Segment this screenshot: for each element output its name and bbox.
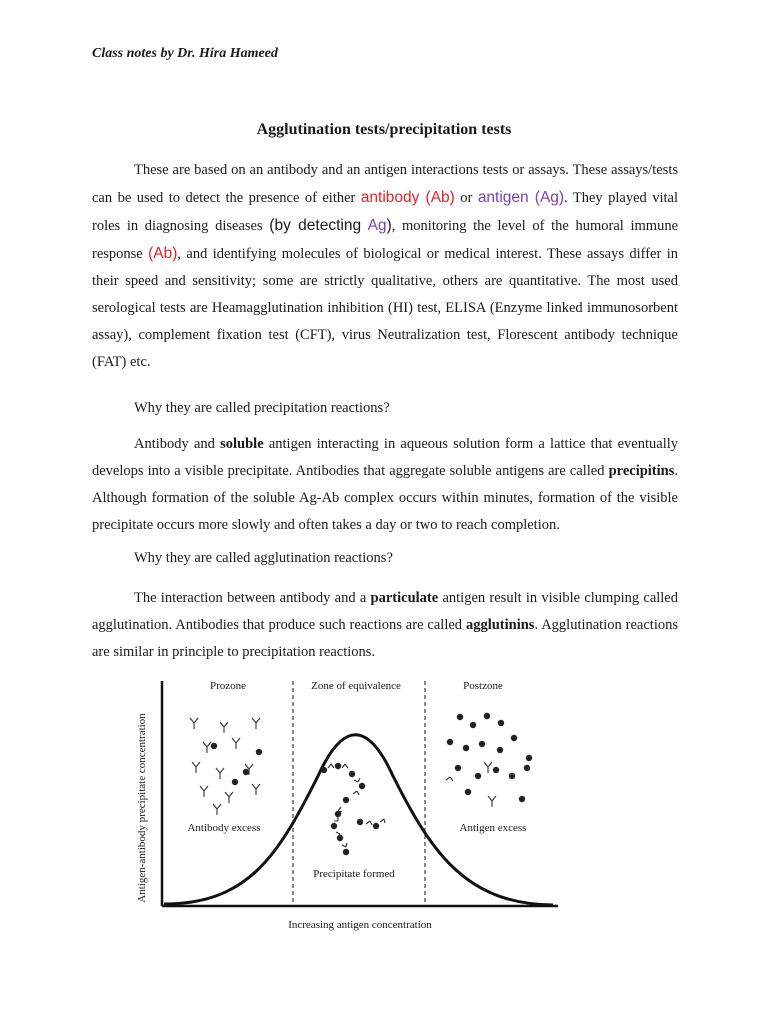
- paragraph-precipitation: [92, 431, 678, 539]
- question-agglutination: [92, 545, 678, 572]
- text: The interaction between antibody and a: [134, 590, 371, 606]
- prozone-antigens: [211, 743, 262, 785]
- bold-particulate: particulate: [370, 590, 439, 606]
- bold-agglutinins: agglutinins: [465, 617, 535, 633]
- text: . Agglutination reactions are similar in principle to precipitation reactions.: [92, 617, 678, 660]
- highlight-antigen: antigen (Ag): [477, 189, 565, 206]
- highlight-ag: Ag: [367, 217, 387, 234]
- label-antigen-excess: Antigen excess: [459, 822, 527, 834]
- text: Antibody and: [134, 436, 221, 452]
- postzone-antigens: [447, 713, 532, 802]
- highlight-antibody: antibody (Ab): [360, 189, 455, 206]
- bold-soluble: soluble: [220, 436, 264, 452]
- text: , monitoring the level of the humoral immune response: [92, 218, 679, 262]
- text: antigen result in visible clumping called agglutination. Antibodies that produce such reactions are called: [92, 590, 678, 633]
- document-header: Class notes by Dr. Hira Hameed: [92, 46, 278, 61]
- prozone-particles: [190, 718, 260, 815]
- text: , and identifying molecules of biological or medical interest. These assays differ in their speed and sensitivity; some are strictly qualitative, others are quantitative. The most used serological tests are Heamagglutination inhibition (HI) test, ELISA (Enzyme linked immunosorbent assay), complement fixation test (CFT), virus Neutralization test, Florescent antibody technique (FAT) etc.: [92, 246, 678, 370]
- y-axis-label: Antigen-antibody precipitate concentration: [136, 713, 148, 903]
- label-precipitate-formed: Precipitate formed: [313, 868, 395, 880]
- close-paren: ): [386, 217, 392, 234]
- precipitation-curve-figure: [128, 676, 568, 936]
- precipitate-lattice: [321, 763, 385, 855]
- label-prozone: Prozone: [209, 680, 247, 692]
- question-text: Why they are called precipitation reactions?: [134, 400, 390, 416]
- text: These are based on an antibody and an antigen interactions tests or assays. These assays/tests can be used to detect the presence of either: [92, 162, 678, 206]
- postzone-antibodies: [446, 762, 496, 807]
- precipitation-curve-svg: [128, 676, 568, 936]
- paragraph-intro: [92, 157, 678, 376]
- text: antigen interacting in aqueous solution form a lattice that eventually develops into a visible precipitate. Antibodies that aggregate soluble antigens are called: [92, 436, 678, 479]
- paragraph-agglutination: [92, 585, 678, 666]
- question-precipitation: [92, 395, 678, 422]
- by-detecting-text: (by detecting: [269, 217, 368, 234]
- text: . They played vital roles in diagnosing diseases: [92, 190, 678, 234]
- bold-precipitins: precipitins: [608, 463, 675, 479]
- label-zone-equivalence: Zone of equivalence: [311, 680, 401, 692]
- label-postzone: Postzone: [463, 680, 503, 692]
- document-title: Agglutination tests/precipitation tests: [256, 121, 512, 138]
- text: or: [454, 190, 478, 206]
- highlight-ab: (Ab): [148, 245, 178, 262]
- label-antibody-excess: Antibody excess: [187, 822, 261, 834]
- text: . Although formation of the soluble Ag-Ab complex occurs within minutes, formation of the visible precipitate occurs more slowly and often takes a day or two to reach completion.: [92, 463, 678, 533]
- question-text: Why they are called agglutination reactions?: [134, 550, 393, 566]
- x-axis-label: Increasing antigen concentration: [288, 919, 432, 931]
